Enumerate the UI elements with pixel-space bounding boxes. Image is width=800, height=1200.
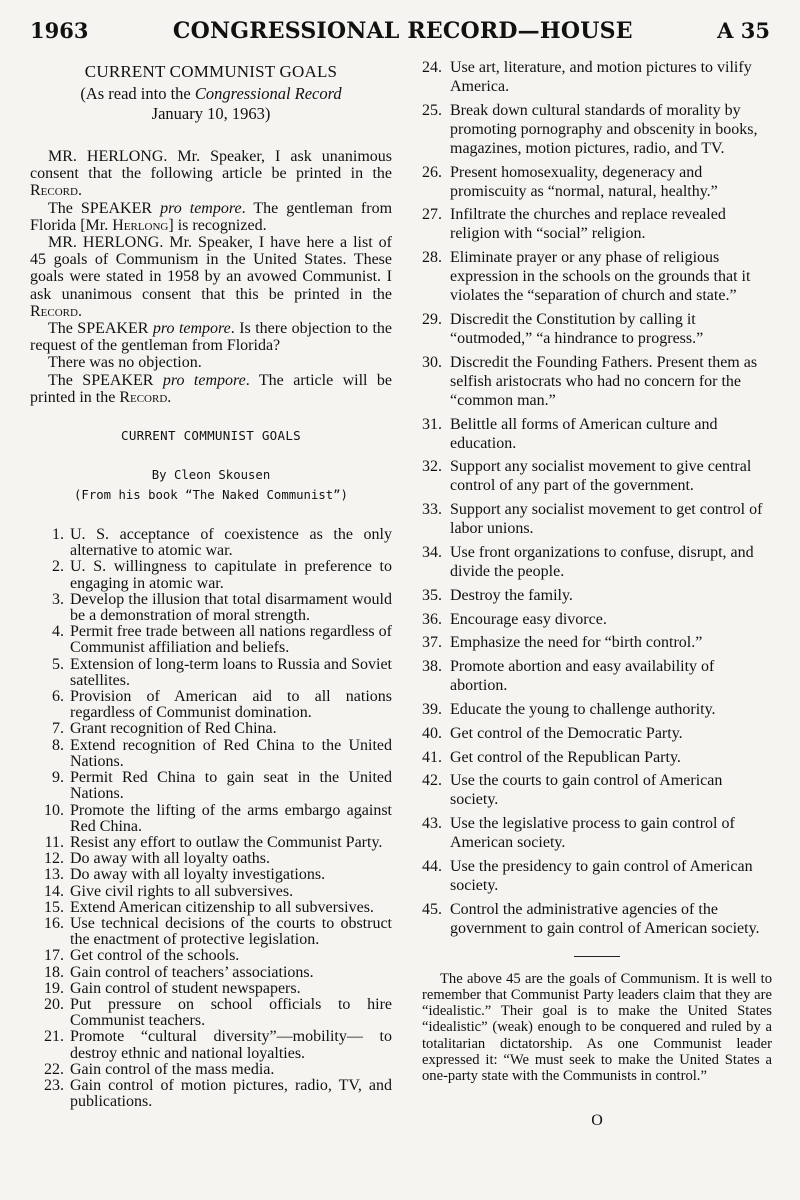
goal-number: 5.: [52, 655, 64, 673]
goal-item: [422, 500, 772, 538]
goal-number: 41.: [422, 748, 442, 766]
goal-item: [422, 205, 772, 243]
goal-item: [422, 543, 772, 581]
goal-number: 15.: [44, 898, 64, 916]
goal-text: Use the presidency to gain control of American society.: [450, 857, 753, 894]
goal-number: 3.: [52, 590, 64, 608]
proceeding-paragraph: [30, 234, 392, 320]
goal-number: 26.: [422, 163, 442, 181]
goal-text: Do away with all loyalty oaths.: [70, 850, 270, 868]
goal-number: 4.: [52, 623, 64, 641]
goal-item: [30, 527, 392, 559]
goal-item: [422, 610, 772, 629]
proceeding-text-c: ] is recognized.: [168, 216, 267, 234]
proceeding-paragraph: [30, 354, 392, 371]
byline: [30, 465, 392, 505]
goal-number: 34.: [422, 543, 442, 561]
goal-item: [422, 657, 772, 695]
goal-number: 25.: [422, 101, 442, 119]
goal-text: Use front organizations to confuse, disrupt, and divide the people.: [450, 543, 754, 580]
running-header: [30, 18, 770, 52]
goal-number: 1.: [52, 526, 64, 544]
goal-item: [30, 867, 392, 883]
proceeding-text-i: pro tempore: [160, 199, 242, 217]
goal-number: 31.: [422, 415, 442, 433]
goal-text: Break down cultural standards of morality by promoting pornography and obscenity in books, magazines, motion pictures, radio, and TV.: [450, 101, 758, 157]
goal-text: Use the courts to gain control of American society.: [450, 772, 723, 809]
goal-text: Gain control of the mass media.: [70, 1060, 275, 1078]
proceeding-text-sc: Record: [30, 302, 78, 320]
proceeding-text-a: The SPEAKER: [48, 371, 163, 389]
proceeding-paragraph: [30, 372, 392, 406]
goal-text: Resist any effort to outlaw the Communist Party.: [70, 833, 383, 851]
goal-number: 12.: [44, 850, 64, 868]
source: (From his book “The Naked Communist”): [74, 488, 348, 503]
goal-item: [30, 900, 392, 916]
goal-text: Gain control of motion pictures, radio, TV, and publications.: [70, 1076, 392, 1111]
goal-number: 7.: [52, 720, 64, 738]
proceeding-text-b: . The gentleman from Florida [Mr.: [30, 199, 393, 234]
goal-item: [30, 738, 392, 770]
goal-text: Develop the illusion that total disarmament would be a demonstration of moral strength.: [70, 590, 392, 625]
goal-number: 38.: [422, 658, 442, 676]
goal-number: 22.: [44, 1060, 64, 1078]
proceeding-text-sc: Record: [30, 182, 78, 200]
proceeding-text-i: pro tempore: [162, 371, 246, 389]
goal-item: [30, 965, 392, 981]
goal-number: 16.: [44, 914, 64, 932]
goal-number: 44.: [422, 857, 442, 875]
divider: [574, 956, 620, 957]
goal-number: 6.: [52, 688, 64, 706]
goal-item: [422, 900, 772, 938]
article-subtitle: [30, 84, 392, 124]
goal-item: [30, 721, 392, 737]
proceeding-text-i: pro tempore: [152, 320, 231, 338]
proceeding-text-a: The SPEAKER: [48, 320, 153, 338]
goal-text: Educate the young to challenge authority.: [450, 700, 716, 718]
goal-text: Infiltrate the churches and replace revealed religion with “social” religion.: [450, 206, 726, 243]
goal-item: [422, 771, 772, 809]
proceeding-text-sc: Herlong: [112, 216, 169, 234]
goal-text: Discredit the Constitution by calling it “outmoded,” “a hindrance to progress.”: [450, 310, 704, 347]
goal-number: 29.: [422, 310, 442, 328]
goal-item: [422, 415, 772, 453]
goal-item: [422, 58, 772, 96]
goal-number: 40.: [422, 724, 442, 742]
goal-text: Promote abortion and easy availability of abortion.: [450, 658, 715, 695]
goal-number: 10.: [44, 801, 64, 819]
goal-text: U. S. acceptance of coexistence as the only alternative to atomic war.: [70, 526, 392, 560]
header-year: 1963: [30, 18, 89, 43]
goal-text: Get control of the schools.: [70, 947, 240, 965]
proceeding-text-a: The SPEAKER: [48, 199, 161, 217]
goal-item: [422, 101, 772, 158]
proceeding-paragraph: [30, 148, 392, 200]
goal-number: 9.: [52, 769, 64, 787]
author: By Cleon Skousen: [151, 468, 271, 483]
goal-number: 32.: [422, 458, 442, 476]
goal-text: Promote the lifting of the arms embargo against Red China.: [70, 801, 392, 835]
goal-text: Extension of long-term loans to Russia and Soviet satellites.: [70, 655, 392, 689]
header-page-number: A 35: [717, 18, 770, 43]
goal-number: 19.: [44, 979, 64, 997]
goal-item: [30, 884, 392, 900]
proceeding-paragraph: [30, 200, 392, 234]
goal-item: [30, 770, 392, 802]
goal-text: Encourage easy divorce.: [450, 610, 607, 628]
goal-text: Put pressure on school officials to hire Communist teachers.: [70, 995, 392, 1030]
goal-text: Control the administrative agencies of the government to gain control of American society.: [450, 900, 760, 937]
goal-number: 33.: [422, 501, 442, 519]
left-column: [30, 58, 392, 1110]
goal-number: 2.: [52, 558, 64, 576]
goal-number: 27.: [422, 206, 442, 224]
goal-item: [30, 851, 392, 867]
goal-number: 14.: [44, 882, 64, 900]
goal-text: Permit Red China to gain seat in the United Nations.: [70, 769, 392, 803]
goal-number: 28.: [422, 249, 442, 267]
proceeding-text-b: .: [77, 182, 82, 200]
goal-item: [30, 1078, 392, 1110]
goal-text: Use art, literature, and motion pictures to vilify America.: [450, 59, 752, 95]
goal-text: Destroy the family.: [450, 586, 573, 604]
goal-item: [422, 814, 772, 852]
goal-item: [422, 310, 772, 348]
goal-text: Get control of the Democratic Party.: [450, 724, 683, 742]
goal-text: Eliminate prayer or any phase of religious expression in the schools on the grounds that it violates the “separation of church and state.”: [450, 249, 751, 305]
goal-item: [422, 248, 772, 305]
goal-number: 36.: [422, 610, 442, 628]
goal-text: Gain control of teachers’ associations.: [70, 963, 314, 981]
goals-list-right: [422, 58, 772, 938]
goal-item: [30, 835, 392, 851]
goal-text: Gain control of student newspapers.: [70, 979, 301, 997]
goal-number: 35.: [422, 586, 442, 604]
goal-text: Support any socialist movement to give central control of any part of the government.: [450, 458, 752, 495]
goal-item: [30, 1062, 392, 1078]
goal-number: 11.: [44, 833, 64, 851]
section-heading: CURRENT COMMUNIST GOALS: [121, 428, 301, 444]
goals-list-left: [30, 527, 392, 1110]
goal-text: Use the legislative process to gain control of American society.: [450, 815, 735, 852]
goal-text: Belittle all forms of American culture and education.: [450, 415, 718, 452]
goal-item: [30, 559, 392, 591]
goal-item: [422, 163, 772, 201]
closing-paragraph: The above 45 are the goals of Communism. It is well to remember that Communist Party leaders claim that they are “idealistic.” Their goal is to make the United States “idealistic” (weak) enough to be conquered and ruled by a totalitarian dictatorship. As one Communist leader expressed it: “We must seek to make the United States a one-party state with the Communists in control.”: [422, 970, 772, 1084]
proceeding-text-sc: Record: [119, 388, 168, 406]
goal-text: Present homosexuality, degeneracy and promiscuity as “normal, natural, healthy.”: [450, 163, 718, 200]
proceeding-text-b: . Is there objection to the request of the gentleman from Florida?: [30, 320, 393, 355]
goal-item: [422, 353, 772, 410]
goal-number: 43.: [422, 815, 442, 833]
goal-text: Promote “cultural diversity”—mobility— to destroy ethnic and national loyalties.: [70, 1028, 392, 1062]
header-title: CONGRESSIONAL RECORD—HOUSE: [172, 18, 633, 44]
goal-text: Use technical decisions of the courts to obstruct the enactment of protective legislation.: [70, 914, 392, 949]
goal-number: 17.: [44, 947, 64, 965]
goal-item: [422, 724, 772, 743]
proceeding-text-c: .: [167, 388, 172, 406]
goal-text: Give civil rights to all subversives.: [70, 882, 294, 900]
goal-item: [30, 657, 392, 689]
goal-number: 8.: [52, 736, 64, 754]
proceeding-paragraph: [30, 320, 392, 354]
goal-text: Discredit the Founding Fathers. Present them as selfish aristocrats who had no concern for the “common man.”: [450, 353, 758, 409]
goal-item: [30, 981, 392, 997]
goal-number: 30.: [422, 353, 442, 371]
goal-text: Permit free trade between all nations regardless of Communist affiliation and beliefs.: [70, 623, 392, 657]
goal-number: 24.: [422, 59, 442, 76]
proceeding-text-a: MR. HERLONG. Mr. Speaker, I ask unanimous consent that the following article be printed in the: [30, 148, 392, 183]
goal-item: [30, 1029, 392, 1061]
right-column: [422, 58, 772, 1130]
goal-item: [30, 803, 392, 835]
goal-item: [30, 948, 392, 964]
goal-item: [422, 457, 772, 495]
proceedings: [30, 148, 392, 406]
end-mark: O: [591, 1112, 603, 1130]
goal-number: 21.: [44, 1028, 64, 1046]
proceeding-text-a: There was no objection.: [48, 354, 202, 372]
goal-number: 23.: [44, 1076, 64, 1094]
goal-text: Emphasize the need for “birth control.”: [450, 634, 703, 652]
goal-item: [30, 997, 392, 1029]
goal-number: 20.: [44, 995, 64, 1013]
goal-item: [30, 592, 392, 624]
proceeding-text-b: .: [77, 302, 82, 320]
article-date: January 10, 1963): [151, 104, 271, 123]
goal-item: [422, 700, 772, 719]
goal-item: [30, 689, 392, 721]
proceeding-text-b: . The article will be printed in the: [30, 371, 393, 406]
article-title: CURRENT COMMUNIST GOALS: [84, 62, 338, 81]
goal-item: [30, 916, 392, 948]
goal-item: [30, 624, 392, 656]
goal-number: 13.: [44, 866, 64, 884]
goal-number: 18.: [44, 963, 64, 981]
goal-item: [422, 586, 772, 605]
read-into-italic: Congressional Record: [194, 84, 342, 103]
goal-text: U. S. willingness to capitulate in preference to engaging in atomic war.: [70, 558, 392, 592]
goal-number: 37.: [422, 634, 442, 652]
goal-text: Extend recognition of Red China to the United Nations.: [70, 736, 392, 770]
goal-number: 42.: [422, 772, 442, 790]
proceeding-text-a: MR. HERLONG. Mr. Speaker, I have here a list of 45 goals of Communism in the United States. These goals were stated in 1958 by an avowed Communist. I ask unanimous consent that this be printed in the: [30, 234, 392, 303]
goal-number: 45.: [422, 900, 442, 918]
goal-text: Extend American citizenship to all subversives.: [70, 898, 374, 916]
goal-text: Get control of the Republican Party.: [450, 748, 681, 766]
goal-item: [422, 857, 772, 895]
goal-text: Do away with all loyalty investigations.: [70, 866, 326, 884]
goal-item: [422, 633, 772, 652]
read-into-prefix: (As read into the: [80, 84, 195, 103]
goal-number: 39.: [422, 700, 442, 718]
goal-text: Support any socialist movement to get control of labor unions.: [450, 501, 763, 538]
goal-item: [422, 748, 772, 767]
goal-text: Provision of American aid to all nations regardless of Communist domination.: [70, 688, 392, 722]
goal-text: Grant recognition of Red China.: [70, 720, 277, 738]
